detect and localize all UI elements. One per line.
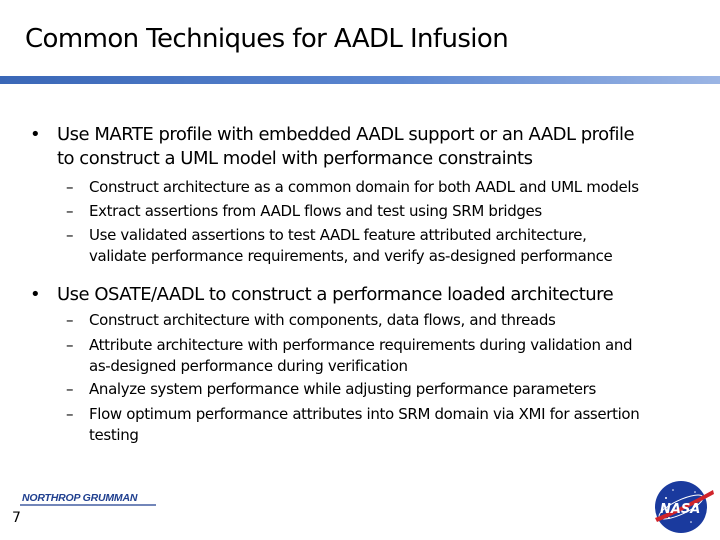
sub-bullet-line: Attribute architecture with performance requirements during validation and — [89, 336, 633, 354]
dash-marker: – — [66, 226, 74, 244]
sub-bullet-line: Extract assertions from AADL flows and test using SRM bridges — [89, 202, 542, 220]
sub-bullet-line: validate performance requirements, and verify as-designed performance — [89, 247, 613, 265]
dash-marker: – — [66, 178, 74, 196]
bullet-1-line-1: Use MARTE profile with embedded AADL support or an AADL profile — [57, 124, 635, 145]
sub-bullet-line: Use validated assertions to test AADL feature attributed architecture, — [89, 226, 587, 244]
bullet-2-line-1: Use OSATE/AADL to construct a performance loaded architecture — [57, 284, 614, 305]
title-rule — [0, 76, 720, 84]
sub-bullet-line: Analyze system performance while adjusting performance parameters — [89, 380, 596, 398]
sub-bullet-line: Flow optimum performance attributes into SRM domain via XMI for assertion — [89, 405, 640, 423]
svg-text:NORTHROP GRUMMAN: NORTHROP GRUMMAN — [22, 492, 138, 504]
dash-marker: – — [66, 380, 74, 398]
page-number: 7 — [12, 510, 21, 526]
sub-bullet-line: as-designed performance during verification — [89, 357, 408, 375]
dash-marker: – — [66, 202, 74, 220]
sub-bullet-line: Construct architecture as a common domain for both AADL and UML models — [89, 178, 639, 196]
bullet-marker: • — [30, 284, 41, 305]
bullet-marker: • — [30, 124, 41, 145]
sub-bullet-line: testing — [89, 426, 139, 444]
dash-marker: – — [66, 336, 74, 354]
nasa-logo — [651, 478, 715, 534]
slide-title: Common Techniques for AADL Infusion — [25, 24, 509, 54]
dash-marker: – — [66, 405, 74, 423]
bullet-1-line-2: to construct a UML model with performance constraints — [57, 148, 533, 169]
sub-bullet-line: Construct architecture with components, data flows, and threads — [89, 311, 556, 329]
northrop-grumman-logo — [18, 488, 163, 510]
svg-text:NASA: NASA — [660, 502, 701, 517]
dash-marker: – — [66, 311, 74, 329]
